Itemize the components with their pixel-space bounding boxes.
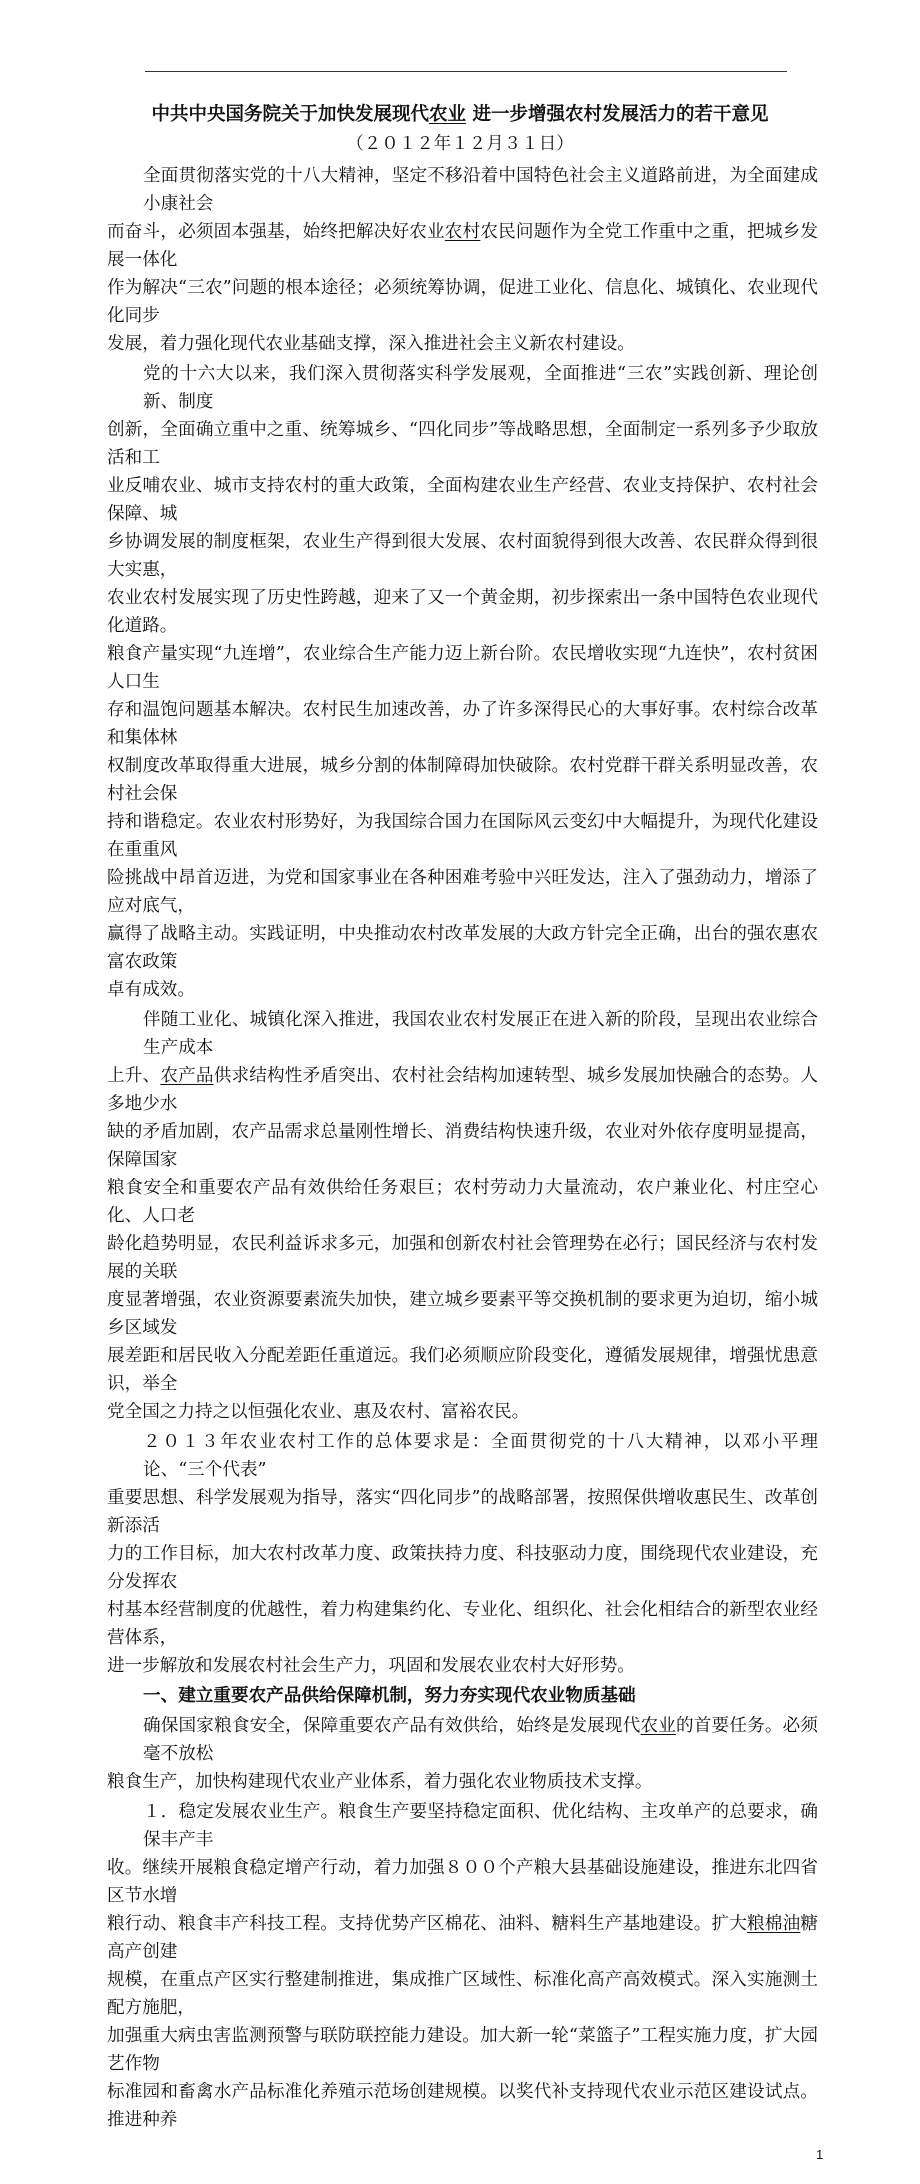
text-line: 度显著增强，农业资源要素流失加快，建立城乡要素平等交换机制的要求更为迫切，缩小城乡区域发: [107, 1290, 818, 1338]
text-line: 村基本经营制度的优越性，着力构建集约化、专业化、组织化、社会化相结合的新型农业经营体系，: [107, 1600, 818, 1648]
text-line: 作为解决“三农”问题的根本途径；必须统筹协调，促进工业化、信息化、城镇化、农业现代化同步: [107, 278, 818, 326]
title-text-after: 进一步增强农村发展活力的若干意见: [466, 104, 769, 125]
text-line: 重要思想、科学发展观为指导，落实“四化同步”的战略部署，按照保供增收惠民生、改革创新添活: [107, 1488, 818, 1536]
text-line: 一、建立重要农产品供给保障机制，努力夯实现代农业物质基础: [143, 1685, 636, 1706]
text-line: 粮食产量实现“九连增”，农业综合生产能力迈上新台阶。农民增收实现“九连快”，农村贫困人口生: [107, 644, 818, 692]
text-line: 乡协调发展的制度框架，农业生产得到很大发展、农村面貌得到很大改善、农民群众得到很大实惠，: [107, 532, 818, 580]
underlined-term: 农村: [444, 222, 481, 242]
text-line: 力的工作目标，加大农村改革力度、政策扶持力度、科技驱动力度，围绕现代农业建设，充分发挥农: [107, 1544, 818, 1592]
text-line: 业反哺农业、城市支持农村的重大政策，全面构建农业生产经营、农业支持保护、农村社会保障、城: [107, 476, 818, 524]
text-line: 收。继续开展粮食稳定增产行动，着力加强８００个产粮大县基础设施建设，推进东北四省区节水增: [107, 1858, 818, 1906]
document-date: （２０１２年１２月３１日）: [346, 134, 574, 154]
text-line: 持和谐稳定。农业农村形势好，为我国综合国力在国际风云变幻中大幅提升，为现代化建设在重重风: [107, 812, 818, 860]
text-line: 标准园和畜禽水产品标准化养殖示范场创建规模。以奖代补支持现代农业示范区建设试点。推进种养: [107, 2082, 818, 2130]
paragraph: [107, 162, 818, 358]
paragraph: [107, 1798, 818, 2134]
text-line: 缺的矛盾加剧，农产品需求总量刚性增长、消费结构快速升级，农业对外依存度明显提高，保障国家: [107, 1122, 818, 1170]
text-line: 上升、农产品供求结构性矛盾突出、农村社会结构加速转型、城乡发展加快融合的态势。人多地少水: [107, 1066, 818, 1114]
underlined-term: 粮棉油: [747, 1914, 801, 1934]
text-line: 确保国家粮食安全，保障重要农产品有效供给，始终是发展现代农业的首要任务。必须毫不放松: [143, 1716, 818, 1764]
text-line: 龄化趋势明显，农民利益诉求多元，加强和创新农村社会管理势在必行；国民经济与农村发展的关联: [107, 1234, 818, 1282]
text-line: 党的十六大以来，我们深入贯彻落实科学发展观，全面推进“三农”实践创新、理论创新、制度: [143, 364, 818, 412]
underlined-term: 农业: [640, 1716, 677, 1736]
text-line: 规模，在重点产区实行整建制推进，集成推广区域性、标准化高产高效模式。深入实施测土配方施肥，: [107, 1970, 818, 2018]
text-line: 发展，着力强化现代农业基础支撑，深入推进社会主义新农村建设。: [107, 334, 635, 354]
header-rule: [145, 71, 787, 72]
text-line: 全面贯彻落实党的十八大精神，坚定不移沿着中国特色社会主义道路前进，为全面建成小康社会: [143, 166, 818, 214]
document-body: [107, 162, 818, 2134]
text-line: 险挑战中昂首迈进，为党和国家事业在各种困难考验中兴旺发达，注入了强劲动力，增添了应对底气，: [107, 868, 818, 916]
title-underlined-word: 农业: [429, 104, 467, 125]
text-line: 权制度改革取得重大进展，城乡分割的体制障碍加快破除。农村党群干群关系明显改善，农村社会保: [107, 756, 818, 804]
text-line: 粮行动、粮食丰产科技工程。支持优势产区棉花、油料、糖料生产基地建设。扩大粮棉油糖高产创建: [107, 1914, 818, 1962]
section-heading: [107, 1682, 818, 1710]
text-line: ２０１３年农业农村工作的总体要求是：全面贯彻党的十八大精神，以邓小平理论、“三个代表”: [143, 1432, 818, 1480]
text-line: 赢得了战略主动。实践证明，中央推动农村改革发展的大政方针完全正确，出台的强农惠农富农政策: [107, 924, 818, 972]
text-line: 展差距和居民收入分配差距任重道远。我们必须顺应阶段变化，遵循发展规律，增强忧患意识，举全: [107, 1346, 818, 1394]
page-number: 1: [816, 2147, 824, 2162]
document-title: [107, 100, 813, 129]
text-line: 进一步解放和发展农村社会生产力，巩固和发展农业农村大好形势。: [107, 1656, 635, 1676]
paragraph: [107, 1428, 818, 1680]
text-line: 加强重大病虫害监测预警与联防联控能力建设。加大新一轮“菜篮子”工程实施力度，扩大园艺作物: [107, 2026, 818, 2074]
text-line: 卓有成效。: [107, 980, 195, 1000]
text-line: 农业农村发展实现了历史性跨越，迎来了又一个黄金期，初步探索出一条中国特色农业现代化道路。: [107, 588, 818, 636]
paragraph: [107, 1712, 818, 1796]
underlined-term: 农产品: [160, 1066, 214, 1086]
text-line: 粮食安全和重要农产品有效供给任务艰巨；农村劳动力大量流动，农户兼业化、村庄空心化、人口老: [107, 1178, 818, 1226]
paragraph: [107, 360, 818, 1004]
text-line: 党全国之力持之以恒强化农业、惠及农村、富裕农民。: [107, 1402, 530, 1422]
text-line: 伴随工业化、城镇化深入推进，我国农业农村发展正在进入新的阶段，呈现出农业综合生产成本: [143, 1010, 818, 1058]
text-line: 存和温饱问题基本解决。农村民生加速改善，办了许多深得民心的大事好事。农村综合改革和集体林: [107, 700, 818, 748]
text-line: 粮食生产，加快构建现代农业产业体系，着力强化农业物质技术支撑。: [107, 1772, 653, 1792]
text-line: 创新，全面确立重中之重、统筹城乡、“四化同步”等战略思想，全面制定一系列多予少取放活和工: [107, 420, 818, 468]
paragraph: [107, 1006, 818, 1426]
text-line: 而奋斗，必须固本强基，始终把解决好农业农村农民问题作为全党工作重中之重，把城乡发展一体化: [107, 222, 818, 270]
title-text-before: 中共中央国务院关于加快发展现代: [151, 104, 430, 125]
text-line: １．稳定发展农业生产。粮食生产要坚持稳定面积、优化结构、主攻单产的总要求，确保丰产丰: [143, 1802, 818, 1850]
